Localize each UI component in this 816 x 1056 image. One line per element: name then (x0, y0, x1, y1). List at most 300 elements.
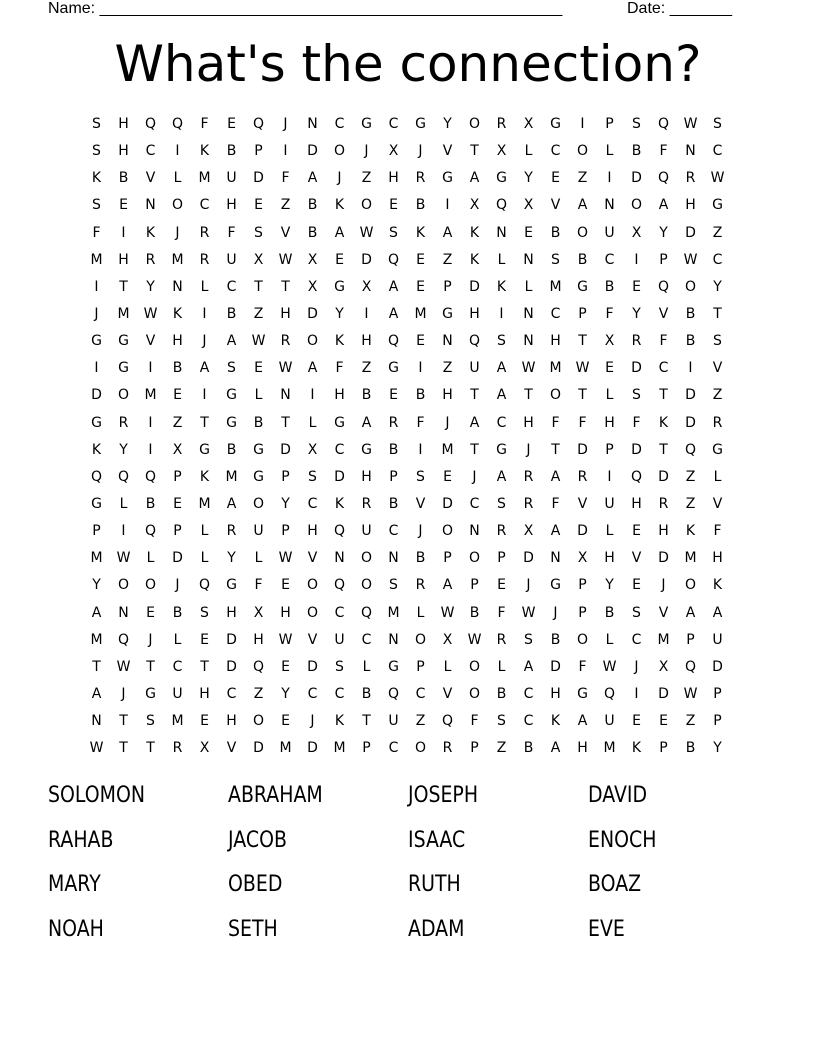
grid-letter: K (91, 170, 102, 187)
grid-letter: E (551, 170, 560, 187)
grid-letter: N (172, 278, 183, 295)
grid-letter: U (226, 170, 237, 187)
grid-letter: Y (713, 740, 722, 757)
grid-letter: T (524, 387, 533, 404)
grid-letter: O (414, 740, 427, 757)
grid-letter: Q (252, 116, 265, 133)
grid-letter: R (496, 631, 507, 648)
grid-letter: A (523, 658, 534, 675)
grid-letter: I (202, 387, 207, 404)
grid-letter: N (496, 224, 507, 241)
grid-letter: G (577, 686, 588, 703)
grid-letter: H (280, 306, 291, 323)
grid-letter: J (472, 468, 477, 485)
grid-letter: T (551, 441, 560, 458)
grid-letter: U (712, 631, 723, 648)
grid-row (83, 708, 733, 735)
grid-letter: N (523, 251, 534, 268)
grid-letter: C (172, 658, 183, 675)
grid-letter: E (254, 197, 263, 214)
word-bank-item: SETH (228, 916, 278, 942)
grid-letter: P (659, 740, 668, 757)
grid-row (83, 138, 733, 165)
grid-letter: I (148, 360, 153, 377)
grid-letter: E (497, 577, 506, 594)
grid-letter: T (470, 143, 479, 160)
grid-letter: O (468, 116, 481, 133)
grid-letter: B (415, 387, 426, 404)
grid-letter: G (91, 414, 102, 431)
grid-letter: E (173, 496, 182, 513)
grid-letter: S (389, 224, 398, 241)
grid-letter: U (388, 713, 399, 730)
grid-letter: E (632, 713, 641, 730)
grid-letter: O (576, 224, 589, 241)
grid-letter: O (306, 333, 319, 350)
word-bank-item: JOSEPH (408, 783, 479, 808)
grid-letter: X (307, 441, 318, 458)
grid-letter: Q (144, 116, 157, 133)
grid-letter: R (172, 740, 183, 757)
grid-letter: F (659, 333, 668, 350)
grid-letter: E (632, 278, 641, 295)
grid-letter: D (658, 686, 669, 703)
grid-letter: V (712, 360, 723, 377)
grid-letter: C (334, 116, 345, 133)
grid-letter: V (658, 604, 669, 621)
grid-letter: D (631, 360, 642, 377)
grid-letter: S (227, 360, 236, 377)
grid-letter: D (91, 387, 102, 404)
grid-letter: P (173, 523, 182, 540)
grid-letter: G (226, 577, 237, 594)
grid-letter: B (145, 496, 156, 513)
grid-letter: K (91, 441, 102, 458)
grid-letter: I (607, 468, 612, 485)
grid-letter: M (684, 550, 697, 567)
grid-letter: A (307, 360, 318, 377)
grid-letter: Q (90, 468, 103, 485)
grid-letter: E (416, 278, 425, 295)
grid-letter: T (659, 387, 668, 404)
grid-letter: S (632, 116, 641, 133)
grid-letter: L (254, 550, 263, 567)
grid-letter: C (550, 306, 561, 323)
grid-letter: J (337, 170, 342, 187)
grid-letter: M (171, 251, 184, 268)
grid-letter: T (119, 740, 128, 757)
grid-letter: M (90, 631, 103, 648)
grid-letter: I (499, 306, 504, 323)
grid-letter: S (92, 197, 101, 214)
grid-letter: Q (144, 468, 157, 485)
grid-letter: N (91, 713, 102, 730)
grid-letter: S (497, 333, 506, 350)
grid-letter: O (360, 197, 373, 214)
grid-row (83, 491, 733, 518)
grid-letter: J (148, 631, 153, 648)
grid-letter: W (116, 658, 131, 675)
grid-letter: C (307, 496, 318, 513)
grid-letter: H (199, 686, 210, 703)
grid-letter: Y (146, 278, 155, 295)
grid-letter: C (658, 360, 669, 377)
grid-letter: O (171, 197, 184, 214)
grid-letter: V (577, 496, 588, 513)
grid-letter: O (684, 577, 697, 594)
grid-letter: Q (387, 686, 400, 703)
grid-letter: H (550, 333, 561, 350)
grid-letter: K (550, 713, 561, 730)
grid-letter: A (307, 170, 318, 187)
grid-letter: G (442, 170, 453, 187)
grid-letter: W (602, 658, 617, 675)
grid-letter: X (658, 658, 669, 675)
grid-letter: U (253, 523, 264, 540)
grid-letter: Z (577, 170, 588, 187)
grid-letter: X (442, 631, 453, 648)
grid-letter: G (118, 333, 129, 350)
grid-letter: I (580, 116, 585, 133)
grid-letter: K (199, 143, 210, 160)
grid-letter: D (361, 251, 372, 268)
grid-letter: K (415, 224, 426, 241)
grid-letter: J (94, 306, 99, 323)
grid-letter: Q (252, 658, 265, 675)
grid-letter: L (605, 387, 614, 404)
grid-letter: G (226, 414, 237, 431)
grid-letter: C (523, 686, 534, 703)
grid-letter: G (550, 116, 561, 133)
grid-letter: C (388, 523, 399, 540)
grid-letter: D (226, 631, 237, 648)
word-bank-item: BOAZ (588, 872, 642, 897)
grid-letter: D (307, 143, 318, 160)
word-bank-item: OBED (228, 872, 283, 897)
grid-letter: I (148, 441, 153, 458)
grid-letter: R (496, 116, 507, 133)
grid-letter: D (577, 523, 588, 540)
grid-letter: B (604, 604, 615, 621)
grid-letter: R (280, 333, 291, 350)
grid-letter: I (283, 143, 288, 160)
grid-letter: S (389, 577, 398, 594)
grid-letter: E (173, 387, 182, 404)
grid-letter: Z (442, 360, 453, 377)
grid-letter: Q (144, 523, 157, 540)
grid-letter: M (90, 550, 103, 567)
word-bank-item: SOLOMON (48, 783, 146, 808)
grid-letter: G (415, 116, 426, 133)
grid-letter: O (441, 523, 454, 540)
grid-letter: C (523, 713, 534, 730)
grid-letter: J (526, 441, 531, 458)
grid-letter: P (362, 740, 371, 757)
grid-letter: P (470, 740, 479, 757)
grid-letter: Q (117, 631, 130, 648)
grid-letter: B (118, 170, 129, 187)
grid-letter: D (172, 550, 183, 567)
grid-letter: U (604, 713, 615, 730)
grid-letter: H (226, 713, 237, 730)
grid-letter: B (469, 604, 480, 621)
grid-letter: B (415, 197, 426, 214)
grid-letter: G (712, 441, 723, 458)
grid-letter: K (334, 496, 345, 513)
grid-letter: S (632, 387, 641, 404)
grid-letter: Y (281, 686, 290, 703)
grid-letter: Z (172, 414, 183, 431)
grid-letter: D (658, 468, 669, 485)
grid-letter: R (658, 496, 669, 513)
grid-letter: Y (713, 278, 722, 295)
grid-letter: T (254, 278, 263, 295)
grid-letter: L (605, 631, 614, 648)
grid-row (83, 328, 733, 355)
grid-letter: H (118, 251, 129, 268)
grid-letter: P (281, 468, 290, 485)
grid-letter: G (226, 387, 237, 404)
grid-letter: D (307, 740, 318, 757)
grid-letter: W (440, 604, 455, 621)
grid-letter: W (683, 686, 698, 703)
grid-letter: N (388, 550, 399, 567)
grid-letter: F (254, 577, 263, 594)
grid-letter: X (199, 740, 210, 757)
grid-letter: M (171, 713, 184, 730)
grid-letter: F (632, 414, 641, 431)
grid-letter: E (416, 333, 425, 350)
grid-letter: T (92, 658, 101, 675)
word-bank-item: JACOB (228, 827, 287, 853)
grid-letter: B (685, 740, 696, 757)
grid-letter: N (334, 550, 345, 567)
grid-letter: Y (227, 550, 236, 567)
grid-letter: T (146, 658, 155, 675)
grid-letter: A (199, 360, 210, 377)
grid-letter: Z (685, 496, 696, 513)
grid-letter: M (333, 740, 346, 757)
grid-letter: E (119, 197, 128, 214)
grid-letter: W (278, 631, 293, 648)
grid-letter: A (712, 604, 723, 621)
grid-letter: T (200, 414, 209, 431)
grid-letter: G (361, 441, 372, 458)
letter-grid (83, 111, 733, 762)
grid-letter: K (172, 306, 183, 323)
grid-letter: D (712, 658, 723, 675)
grid-letter: V (226, 740, 237, 757)
grid-letter: R (523, 468, 534, 485)
grid-letter: J (121, 686, 126, 703)
grid-letter: F (605, 306, 614, 323)
grid-row (83, 247, 733, 274)
grid-letter: S (713, 333, 722, 350)
grid-letter: K (469, 224, 480, 241)
grid-letter: H (631, 496, 642, 513)
grid-row (83, 111, 733, 138)
grid-letter: I (175, 143, 180, 160)
grid-letter: D (550, 658, 561, 675)
grid-letter: F (200, 116, 209, 133)
grid-letter: C (550, 143, 561, 160)
grid-letter: N (550, 550, 561, 567)
grid-letter: Y (605, 577, 614, 594)
grid-letter: P (497, 550, 506, 567)
grid-letter: X (307, 251, 318, 268)
grid-letter: X (172, 441, 183, 458)
grid-letter: W (521, 604, 536, 621)
grid-letter: X (604, 333, 615, 350)
word-bank-item: ABRAHAM (228, 783, 323, 808)
grid-letter: V (145, 333, 156, 350)
grid-letter: T (362, 713, 371, 730)
grid-letter: A (388, 278, 399, 295)
grid-letter: A (91, 686, 102, 703)
grid-letter: I (418, 441, 423, 458)
grid-letter: X (523, 523, 534, 540)
grid-letter: I (418, 360, 423, 377)
grid-letter: G (361, 116, 372, 133)
grid-letter: F (416, 414, 425, 431)
grid-letter: P (389, 468, 398, 485)
grid-letter: X (361, 278, 372, 295)
grid-letter: W (359, 224, 374, 241)
grid-letter: S (713, 116, 722, 133)
grid-row (83, 220, 733, 247)
grid-letter: R (199, 251, 210, 268)
grid-letter: Y (119, 441, 128, 458)
grid-letter: T (713, 306, 722, 323)
grid-letter: D (685, 224, 696, 241)
grid-letter: F (470, 713, 479, 730)
grid-letter: R (145, 251, 156, 268)
grid-letter: G (91, 333, 102, 350)
grid-letter: Q (495, 197, 508, 214)
grid-row (83, 301, 733, 328)
grid-letter: H (658, 523, 669, 540)
grid-letter: Z (253, 306, 264, 323)
grid-letter: J (553, 604, 558, 621)
grid-letter: D (253, 170, 264, 187)
grid-letter: N (280, 387, 291, 404)
grid-letter: J (418, 143, 423, 160)
grid-letter: F (578, 658, 587, 675)
grid-letter: M (198, 170, 211, 187)
grid-letter: H (226, 604, 237, 621)
grid-letter: M (657, 631, 670, 648)
grid-row (83, 735, 733, 762)
grid-letter: V (415, 496, 426, 513)
grid-letter: O (576, 631, 589, 648)
grid-letter: A (496, 360, 507, 377)
grid-letter: D (631, 170, 642, 187)
grid-letter: T (281, 278, 290, 295)
grid-letter: O (414, 631, 427, 648)
grid-letter: T (146, 740, 155, 757)
grid-letter: I (121, 224, 126, 241)
grid-letter: U (172, 686, 183, 703)
grid-row (83, 600, 733, 627)
grid-letter: W (278, 251, 293, 268)
grid-letter: W (278, 550, 293, 567)
grid-letter: H (118, 143, 129, 160)
grid-letter: R (712, 414, 723, 431)
grid-letter: G (334, 278, 345, 295)
grid-letter: V (442, 686, 453, 703)
grid-letter: D (685, 414, 696, 431)
grid-letter: X (469, 197, 480, 214)
grid-letter: J (445, 414, 450, 431)
grid-letter: F (551, 496, 560, 513)
grid-letter: E (200, 631, 209, 648)
grid-letter: L (605, 523, 614, 540)
grid-letter: L (497, 658, 506, 675)
grid-letter: O (306, 577, 319, 594)
grid-letter: H (388, 170, 399, 187)
grid-letter: P (578, 604, 587, 621)
grid-letter: F (227, 224, 236, 241)
grid-letter: L (524, 143, 533, 160)
grid-letter: P (605, 116, 614, 133)
grid-letter: Q (468, 333, 481, 350)
grid-letter: Y (659, 224, 668, 241)
grid-letter: E (281, 658, 290, 675)
grid-letter: H (712, 550, 723, 567)
grid-letter: V (145, 170, 156, 187)
grid-letter: E (632, 577, 641, 594)
grid-letter: L (254, 387, 263, 404)
grid-letter: W (683, 251, 698, 268)
grid-letter: B (577, 251, 588, 268)
word-bank-item: RAHAB (48, 827, 114, 853)
grid-letter: D (658, 550, 669, 567)
grid-letter: K (334, 713, 345, 730)
grid-letter: L (362, 658, 371, 675)
grid-letter: Z (415, 713, 426, 730)
grid-letter: Y (524, 170, 533, 187)
word-bank (48, 776, 768, 954)
grid-letter: K (496, 278, 507, 295)
grid-letter: X (388, 143, 399, 160)
grid-letter: E (389, 197, 398, 214)
grid-letter: E (605, 360, 614, 377)
grid-letter: W (143, 306, 158, 323)
grid-letter: U (334, 631, 345, 648)
grid-letter: W (278, 360, 293, 377)
grid-letter: I (94, 278, 99, 295)
grid-letter: V (712, 496, 723, 513)
grid-letter: E (227, 116, 236, 133)
grid-letter: C (415, 686, 426, 703)
grid-letter: T (470, 441, 479, 458)
grid-letter: O (306, 604, 319, 621)
grid-letter: H (361, 468, 372, 485)
grid-letter: C (307, 686, 318, 703)
grid-letter: G (334, 414, 345, 431)
grid-letter: P (281, 523, 290, 540)
grid-letter: Z (712, 387, 723, 404)
grid-letter: O (144, 577, 157, 594)
word-bank-item: EVE (588, 916, 625, 942)
grid-letter: B (307, 197, 318, 214)
grid-letter: J (364, 143, 369, 160)
grid-letter: I (607, 170, 612, 187)
grid-letter: Q (171, 116, 184, 133)
grid-letter: Z (253, 686, 264, 703)
grid-letter: I (634, 251, 639, 268)
grid-letter: G (145, 686, 156, 703)
